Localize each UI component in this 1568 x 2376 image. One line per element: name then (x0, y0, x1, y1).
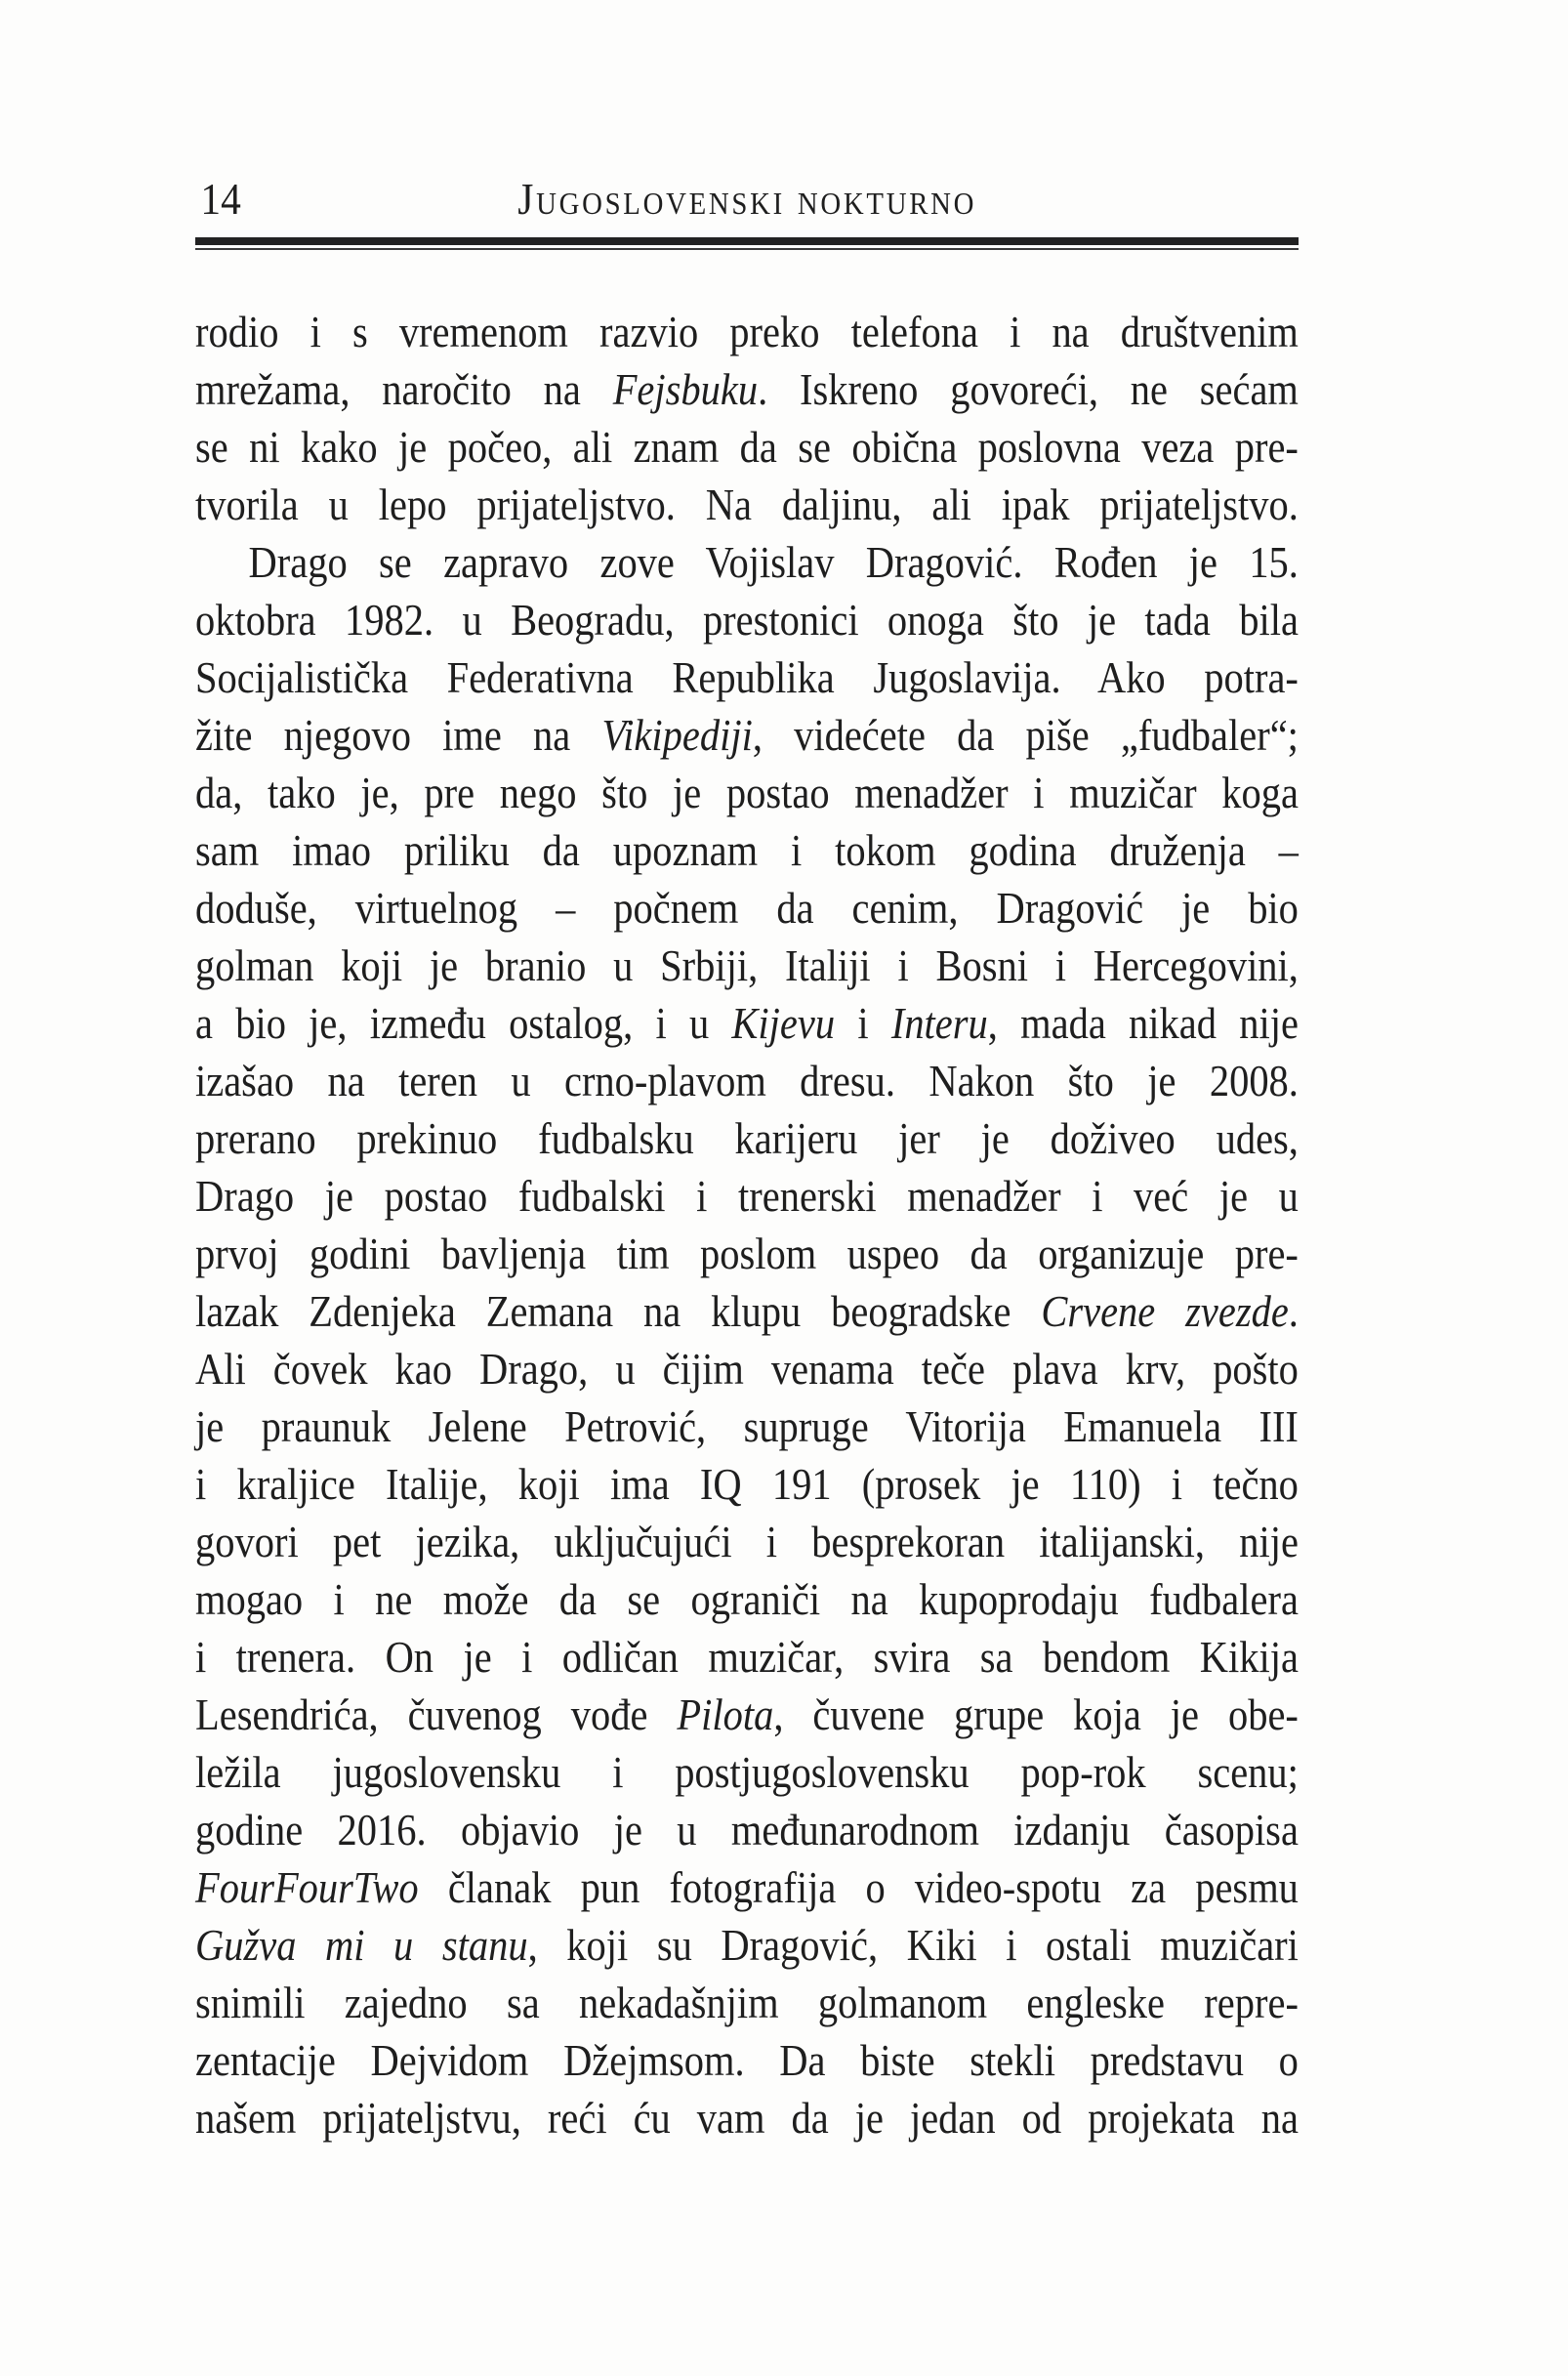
text-line: Gužva mi u stanu, koji su Dragović, Kiki i ostali muzičari (195, 1920, 1299, 1970)
italic-text: Vikipediji (601, 710, 753, 760)
text-line: Lesendrića, čuvenog vođe Pilota, čuvene grupe koja je obe- (195, 1689, 1299, 1739)
text-line: prvoj godini bavljenja tim poslom uspeo da organizuje pre- (195, 1229, 1299, 1278)
text-line: a bio je, između ostalog, i u Kijevu i Interu, mada nikad nije (195, 998, 1299, 1048)
italic-text: Pilota (677, 1689, 774, 1739)
text-line: žite njegovo ime na Vikipediji, videćete da piše „fudbaler“; (195, 710, 1299, 760)
text-line: i trenera. On je i odličan muzičar, svira sa bendom Kikija (195, 1632, 1299, 1682)
italic-text: FourFourTwo (195, 1862, 419, 1912)
text-line: rodio i s vremenom razvio preko telefona i na društvenim (195, 307, 1299, 356)
text-line: golman koji je branio u Srbiji, Italiji i Bosni i Hercegovini, (195, 940, 1299, 990)
text-line: ležila jugoslovensku i postjugoslovensku pop-rok scenu; (195, 1747, 1299, 1797)
text-line: Ali čovek kao Drago, u čijim venama teče plava krv, pošto (195, 1344, 1299, 1394)
text-line: mogao i ne može da se ograniči na kupoprodaju fudbalera (195, 1574, 1299, 1624)
text-line: Drago je postao fudbalski i trenerski menadžer i već je u (195, 1171, 1299, 1221)
text-line: mrežama, naročito na Fejsbuku. Iskreno govoreći, ne sećam (195, 364, 1299, 414)
text-line: sam imao priliku da upoznam i tokom godina druženja – (195, 825, 1299, 875)
page-number: 14 (200, 174, 241, 224)
text-line: Socijalistička Federativna Republika Jugoslavija. Ako potra- (195, 652, 1299, 702)
body-text (195, 303, 1299, 2147)
text-line: lazak Zdenjeka Zemana na klupu beogradske Crvene zvezde. (195, 1286, 1299, 1336)
text-line: snimili zajedno sa nekadašnjim golmanom engleske repre- (195, 1978, 1299, 2027)
italic-text: Gužva mi u stanu (195, 1920, 528, 1970)
italic-text: Crvene zvezde (1041, 1286, 1289, 1336)
text-line: prerano prekinuo fudbalsku karijeru jer je doživeo udes, (195, 1113, 1299, 1163)
text-line: godine 2016. objavio je u međunarodnom izdanju časopisa (195, 1805, 1299, 1855)
text-line: da, tako je, pre nego što je postao menadžer i muzičar koga (195, 768, 1299, 817)
text-line: izašao na teren u crno-plavom dresu. Nakon što je 2008. (195, 1056, 1299, 1105)
text-line: je praunuk Jelene Petrović, supruge Vitorija Emanuela III (195, 1401, 1299, 1451)
italic-text: Interu (890, 998, 988, 1048)
text-line: našem prijateljstvu, reći ću vam da je jedan od projekata na (195, 2093, 1299, 2143)
header-rule (195, 237, 1299, 250)
text-line: se ni kako je počeo, ali znam da se obična poslovna veza pre- (195, 422, 1299, 472)
text-line: i kraljice Italije, koji ima IQ 191 (prosek je 110) i tečno (195, 1459, 1299, 1509)
text-line: oktobra 1982. u Beogradu, prestonici onoga što je tada bila (195, 595, 1299, 645)
italic-text: Kijevu (731, 998, 836, 1048)
running-head: Jugoslovenski nokturno (517, 174, 977, 224)
italic-text: Fejsbuku (612, 364, 759, 414)
header-rule-thin-line (195, 248, 1299, 250)
text-line: govori pet jezika, uključujući i besprekoran italijanski, nije (195, 1517, 1299, 1566)
text-line: doduše, virtuelnog – počnem da cenim, Dragović je bio (195, 883, 1299, 933)
text-line: Drago se zapravo zove Vojislav Dragović. Rođen je 15. (248, 537, 1299, 587)
header-rule-thick-line (195, 237, 1299, 245)
page-header (195, 174, 1299, 224)
text-line: tvorila u lepo prijateljstvo. Na daljinu, ali ipak prijateljstvo. (195, 479, 1299, 529)
text-line: FourFourTwo članak pun fotografija o video-spotu za pesmu (195, 1862, 1299, 1912)
text-line: zentacije Dejvidom Džejmsom. Da biste stekli predstavu o (195, 2035, 1299, 2085)
